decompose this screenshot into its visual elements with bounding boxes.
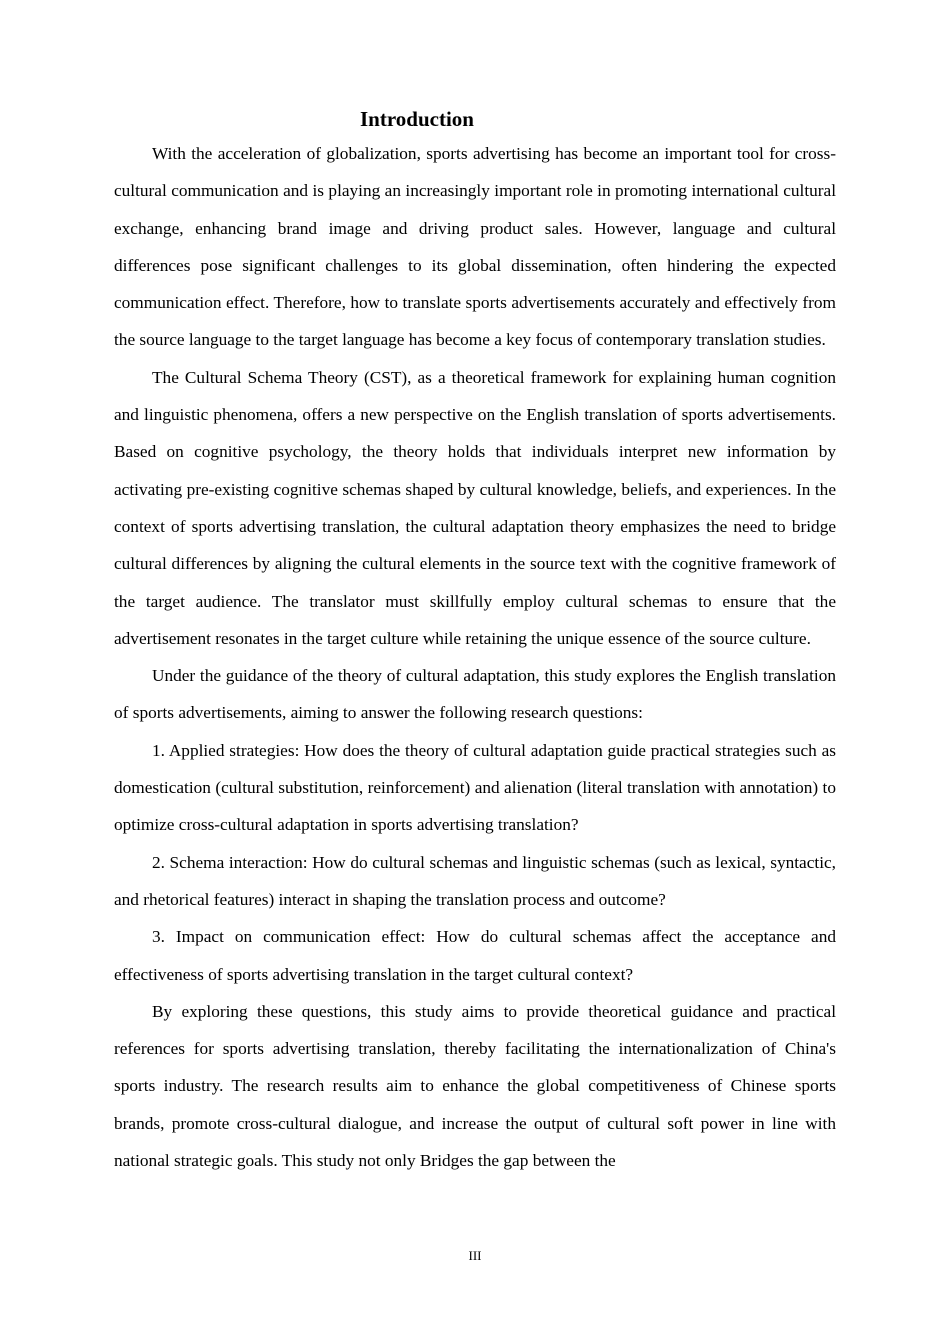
paragraph-question-3: 3. Impact on communication effect: How do cultural schemas affect the acceptance and effectiveness of sports advertising translation in the target cultural context? xyxy=(114,927,836,984)
paragraph-globalization: With the acceleration of globalization, sports advertising has become an important tool for cross-cultural communication and is playing an increasingly important role in promoting international cultural exchange, enhancing brand image and driving product sales. However, language and cultural differences pose significant challenges to its global dissemination, often hindering the expected communication effect. Therefore, how to translate sports advertisements accurately and effectively from the source language to the target language has become a key focus of contemporary translation studies. xyxy=(114,144,836,350)
paragraph-question-1: 1. Applied strategies: How does the theory of cultural adaptation guide practical strategies such as domestication (cultural substitution, reinforcement) and alienation (literal translation with annotation) to optimize cross-cultural adaptation in sports advertising translation? xyxy=(114,740,836,835)
body-text xyxy=(114,135,836,1179)
page-title: Introduction xyxy=(360,107,474,131)
page-number: III xyxy=(468,1248,482,1263)
paragraph-question-2: 2. Schema interaction: How do cultural schemas and linguistic schemas (such as lexical, syntactic, and rhetorical features) interact in shaping the translation process and outcome? xyxy=(114,852,836,909)
paragraph-research-questions-intro: Under the guidance of the theory of cultural adaptation, this study explores the English translation of sports advertisements, aiming to answer the following research questions: xyxy=(114,666,836,723)
paragraph-study-aims: By exploring these questions, this study aims to provide theoretical guidance and practical references for sports advertising translation, thereby facilitating the internationalization of China's sports industry. The research results aim to enhance the global competitiveness of Chinese sports brands, promote cross-cultural dialogue, and increase the output of cultural soft power in line with national strategic goals. This study not only Bridges the gap between the xyxy=(114,1001,836,1171)
paragraph-cultural-schema-theory: The Cultural Schema Theory (CST), as a theoretical framework for explaining human cognition and linguistic phenomena, offers a new perspective on the English translation of sports advertisements. Based on cognitive psychology, the theory holds that individuals interpret new information by activating pre-existing cognitive schemas shaped by cultural knowledge, beliefs, and experiences. In the context of sports advertising translation, the cultural adaptation theory emphasizes the need to bridge cultural differences by aligning the cultural elements in the source text with the cognitive framework of the target audience. The translator must skillfully employ cultural schemas to ensure that the advertisement resonates in the target culture while retaining the unique essence of the source culture. xyxy=(114,367,836,648)
